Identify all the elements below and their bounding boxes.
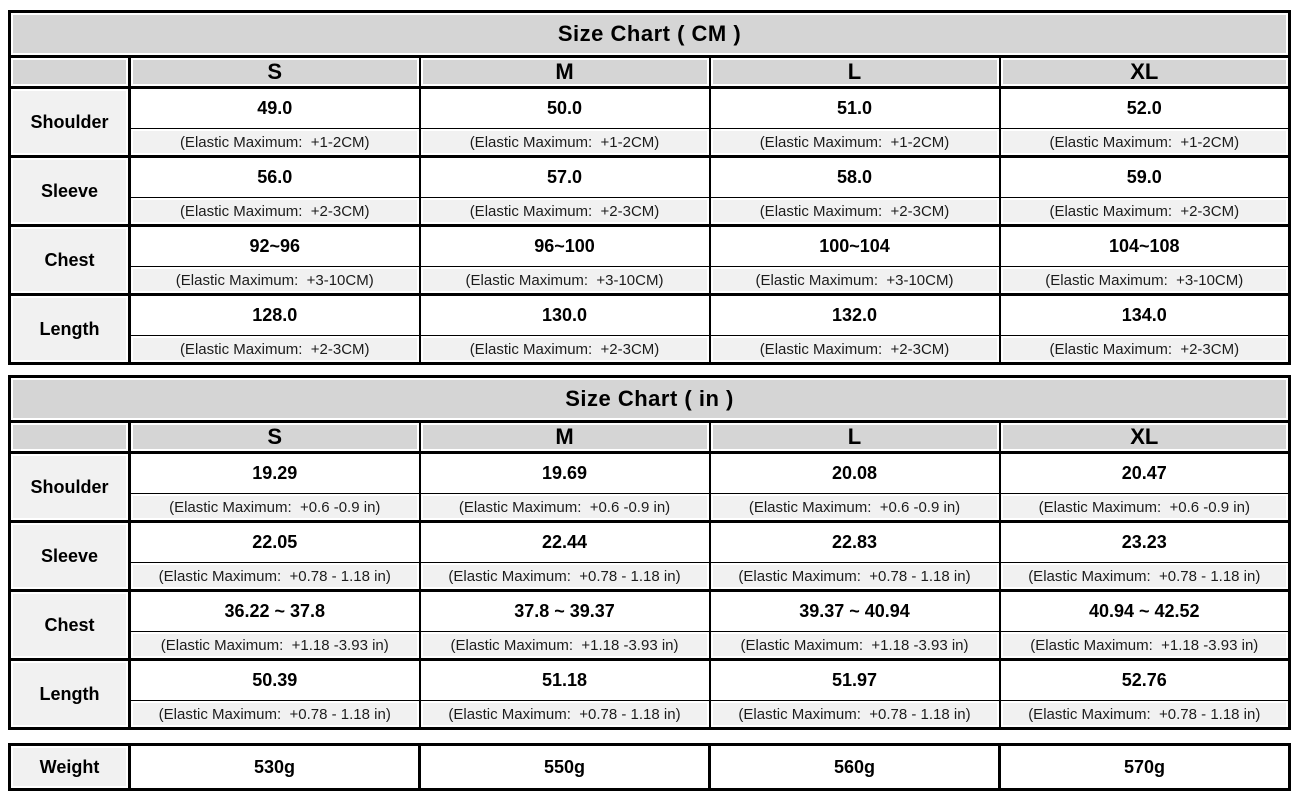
value-cell: 92~96 <box>130 226 420 267</box>
value-cell: 50.39 <box>130 660 420 701</box>
elastic-note-cell: (Elastic Maximum: +2-3CM) <box>420 198 710 226</box>
size-header-m: M <box>420 57 710 88</box>
value-cell: 130.0 <box>420 295 710 336</box>
value-cell: 19.29 <box>130 453 420 494</box>
table-title-cm: Size Chart ( CM ) <box>10 12 1290 57</box>
row-label-chest: Chest <box>10 226 130 295</box>
row-label-length: Length <box>10 295 130 364</box>
size-header-s: S <box>130 422 420 453</box>
elastic-note-cell: (Elastic Maximum: +1.18 -3.93 in) <box>420 632 710 660</box>
value-cell: 51.97 <box>710 660 1000 701</box>
value-cell: 22.44 <box>420 522 710 563</box>
note-row-shoulder <box>10 129 1290 157</box>
table-title-row <box>10 12 1290 57</box>
value-cell: 40.94 ~ 42.52 <box>1000 591 1290 632</box>
value-cell: 22.83 <box>710 522 1000 563</box>
table-title-row <box>10 377 1290 422</box>
size-header-xl: XL <box>1000 422 1290 453</box>
row-label-sleeve: Sleeve <box>10 522 130 591</box>
elastic-note-cell: (Elastic Maximum: +1-2CM) <box>420 129 710 157</box>
size-chart-in-table <box>8 375 1291 730</box>
elastic-note-cell: (Elastic Maximum: +3-10CM) <box>1000 267 1290 295</box>
size-header-m: M <box>420 422 710 453</box>
value-cell: 39.37 ~ 40.94 <box>710 591 1000 632</box>
row-label-chest: Chest <box>10 591 130 660</box>
value-row-chest <box>10 591 1290 632</box>
elastic-note-cell: (Elastic Maximum: +0.78 - 1.18 in) <box>130 563 420 591</box>
elastic-note-cell: (Elastic Maximum: +0.78 - 1.18 in) <box>420 701 710 729</box>
note-row-chest <box>10 267 1290 295</box>
size-header-l: L <box>710 57 1000 88</box>
value-cell: 96~100 <box>420 226 710 267</box>
value-cell: 37.8 ~ 39.37 <box>420 591 710 632</box>
elastic-note-cell: (Elastic Maximum: +0.78 - 1.18 in) <box>130 701 420 729</box>
value-cell: 57.0 <box>420 157 710 198</box>
elastic-note-cell: (Elastic Maximum: +3-10CM) <box>710 267 1000 295</box>
elastic-note-cell: (Elastic Maximum: +0.6 -0.9 in) <box>710 494 1000 522</box>
elastic-note-cell: (Elastic Maximum: +2-3CM) <box>1000 336 1290 364</box>
weight-value-cell: 570g <box>1000 745 1290 790</box>
note-row-chest <box>10 632 1290 660</box>
value-row-length <box>10 295 1290 336</box>
value-cell: 49.0 <box>130 88 420 129</box>
table-title-in: Size Chart ( in ) <box>10 377 1290 422</box>
elastic-note-cell: (Elastic Maximum: +0.6 -0.9 in) <box>1000 494 1290 522</box>
elastic-note-cell: (Elastic Maximum: +0.78 - 1.18 in) <box>710 701 1000 729</box>
value-row-sleeve <box>10 157 1290 198</box>
value-row-shoulder <box>10 453 1290 494</box>
elastic-note-cell: (Elastic Maximum: +1-2CM) <box>710 129 1000 157</box>
elastic-note-cell: (Elastic Maximum: +1-2CM) <box>1000 129 1290 157</box>
value-cell: 134.0 <box>1000 295 1290 336</box>
size-header-l: L <box>710 422 1000 453</box>
value-cell: 56.0 <box>130 157 420 198</box>
elastic-note-cell: (Elastic Maximum: +2-3CM) <box>710 336 1000 364</box>
value-row-shoulder <box>10 88 1290 129</box>
value-cell: 59.0 <box>1000 157 1290 198</box>
row-label-shoulder: Shoulder <box>10 453 130 522</box>
elastic-note-cell: (Elastic Maximum: +1.18 -3.93 in) <box>130 632 420 660</box>
elastic-note-cell: (Elastic Maximum: +0.6 -0.9 in) <box>420 494 710 522</box>
elastic-note-cell: (Elastic Maximum: +0.78 - 1.18 in) <box>710 563 1000 591</box>
elastic-note-cell: (Elastic Maximum: +2-3CM) <box>420 336 710 364</box>
row-label-length: Length <box>10 660 130 729</box>
elastic-note-cell: (Elastic Maximum: +1-2CM) <box>130 129 420 157</box>
value-cell: 100~104 <box>710 226 1000 267</box>
elastic-note-cell: (Elastic Maximum: +2-3CM) <box>1000 198 1290 226</box>
value-cell: 19.69 <box>420 453 710 494</box>
weight-value-cell: 530g <box>130 745 420 790</box>
weight-value-cell: 560g <box>710 745 1000 790</box>
elastic-note-cell: (Elastic Maximum: +2-3CM) <box>130 336 420 364</box>
value-cell: 20.08 <box>710 453 1000 494</box>
value-cell: 52.0 <box>1000 88 1290 129</box>
value-row-length <box>10 660 1290 701</box>
note-row-shoulder <box>10 494 1290 522</box>
elastic-note-cell: (Elastic Maximum: +1.18 -3.93 in) <box>710 632 1000 660</box>
note-row-length <box>10 336 1290 364</box>
value-cell: 58.0 <box>710 157 1000 198</box>
row-label-sleeve: Sleeve <box>10 157 130 226</box>
weight-row <box>10 745 1290 790</box>
value-cell: 36.22 ~ 37.8 <box>130 591 420 632</box>
elastic-note-cell: (Elastic Maximum: +2-3CM) <box>710 198 1000 226</box>
value-cell: 23.23 <box>1000 522 1290 563</box>
corner-cell <box>10 422 130 453</box>
elastic-note-cell: (Elastic Maximum: +0.6 -0.9 in) <box>130 494 420 522</box>
size-header-s: S <box>130 57 420 88</box>
value-cell: 132.0 <box>710 295 1000 336</box>
row-label-shoulder: Shoulder <box>10 88 130 157</box>
value-cell: 51.18 <box>420 660 710 701</box>
value-cell: 51.0 <box>710 88 1000 129</box>
elastic-note-cell: (Elastic Maximum: +3-10CM) <box>130 267 420 295</box>
weight-label: Weight <box>10 745 130 790</box>
elastic-note-cell: (Elastic Maximum: +0.78 - 1.18 in) <box>1000 701 1290 729</box>
size-header-row <box>10 57 1290 88</box>
note-row-sleeve <box>10 563 1290 591</box>
value-cell: 104~108 <box>1000 226 1290 267</box>
elastic-note-cell: (Elastic Maximum: +0.78 - 1.18 in) <box>420 563 710 591</box>
value-row-chest <box>10 226 1290 267</box>
value-cell: 52.76 <box>1000 660 1290 701</box>
note-row-length <box>10 701 1290 729</box>
value-row-sleeve <box>10 522 1290 563</box>
weight-table <box>8 743 1291 791</box>
elastic-note-cell: (Elastic Maximum: +3-10CM) <box>420 267 710 295</box>
size-chart-cm-table <box>8 10 1291 365</box>
size-header-row <box>10 422 1290 453</box>
elastic-note-cell: (Elastic Maximum: +0.78 - 1.18 in) <box>1000 563 1290 591</box>
value-cell: 50.0 <box>420 88 710 129</box>
note-row-sleeve <box>10 198 1290 226</box>
elastic-note-cell: (Elastic Maximum: +2-3CM) <box>130 198 420 226</box>
value-cell: 128.0 <box>130 295 420 336</box>
weight-value-cell: 550g <box>420 745 710 790</box>
size-header-xl: XL <box>1000 57 1290 88</box>
value-cell: 22.05 <box>130 522 420 563</box>
value-cell: 20.47 <box>1000 453 1290 494</box>
corner-cell <box>10 57 130 88</box>
elastic-note-cell: (Elastic Maximum: +1.18 -3.93 in) <box>1000 632 1290 660</box>
